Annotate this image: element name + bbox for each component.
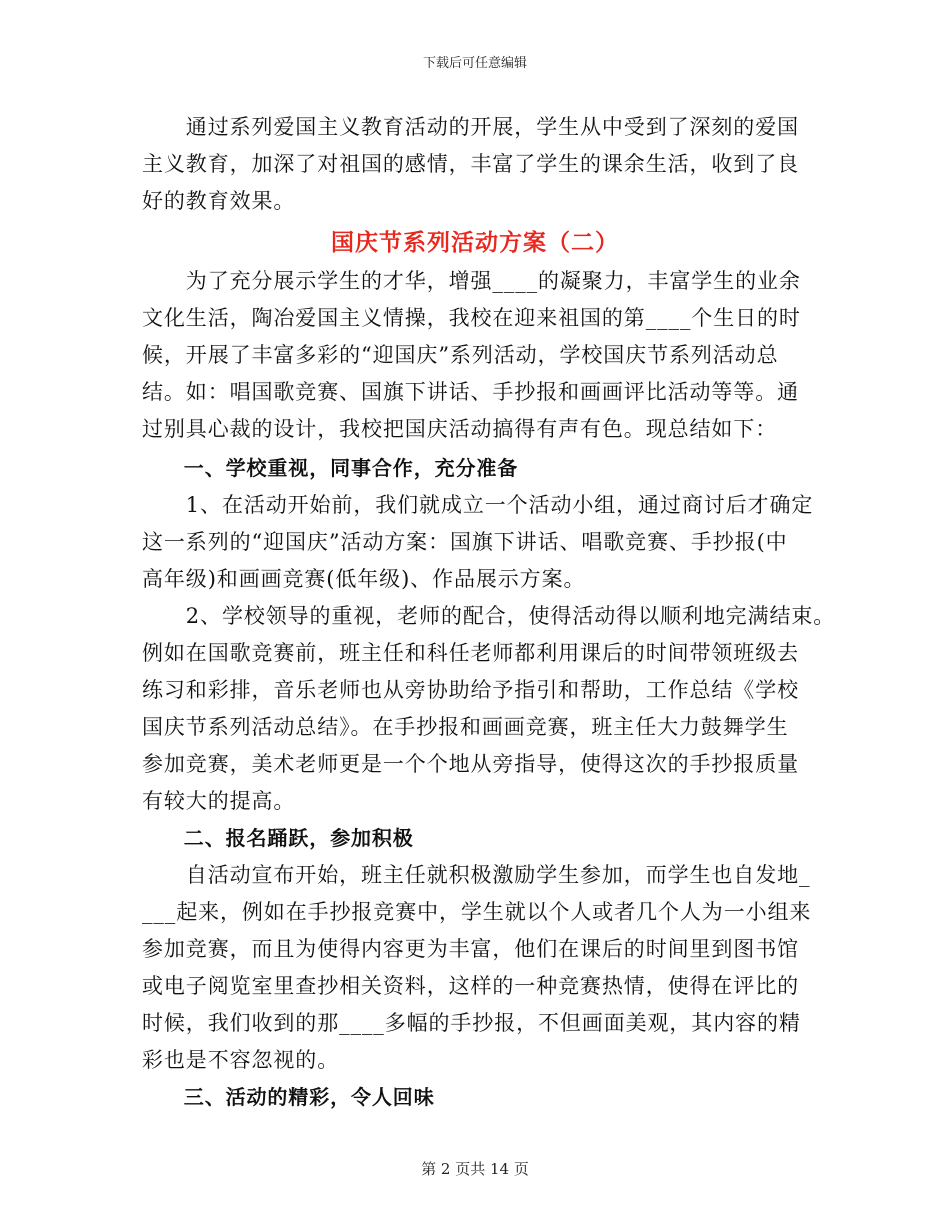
- body-line: 或电子阅览室里查抄相关资料，这样的一种竞赛热情，使得在评比的: [142, 974, 799, 998]
- body-line: 彩也是不容忽视的。: [142, 1048, 340, 1072]
- body-line: 这一系列的“迎国庆”活动方案：国旗下讲话、唱歌竞赛、手抄报(中: [142, 530, 788, 554]
- page-header-note: 下载后可任意编辑: [422, 56, 527, 71]
- body-line: 自活动宣布开始，班主任就积极激励学生参加，而学生也自发地_: [142, 863, 811, 887]
- section-title: 国庆节系列活动方案（二）: [331, 230, 619, 256]
- body-line: 参加竞赛，而且为使得内容更为丰富，他们在课后的时间里到图书馆: [142, 937, 799, 961]
- body-line: 结。如：唱国歌竞赛、国旗下讲话、手抄报和画画评比活动等等。通: [142, 380, 799, 404]
- body-line: 1、在活动开始前，我们就成立一个活动小组，通过商讨后才确定: [142, 493, 814, 517]
- body-line: 有较大的提高。: [142, 789, 296, 813]
- heading-1: 一、学校重视，同事合作，充分准备: [142, 456, 519, 480]
- body-line: 主义教育，加深了对祖国的感情，丰富了学生的课余生活，收到了良: [142, 152, 799, 176]
- body-line: 文化生活，陶冶爱国主义情操，我校在迎来祖国的第____个生日的时: [142, 306, 801, 330]
- body-line: 2、学校领导的重视，老师的配合，使得活动得以顺利地完满结束。: [142, 604, 836, 628]
- body-line: 国庆节系列活动总结》。在手抄报和画画竞赛，班主任大力鼓舞学生: [142, 715, 789, 739]
- body-line: 好的教育效果。: [142, 189, 296, 213]
- heading-3: 三、活动的精彩，令人回味: [142, 1085, 435, 1109]
- body-line: 候，开展了丰富多彩的“迎国庆”系列活动，学校国庆节系列活动总: [142, 343, 779, 367]
- body-line: ___起来，例如在手抄报竞赛中，学生就以个人或者几个人为一小组来: [142, 900, 812, 924]
- body-line: 例如在国歌竞赛前，班主任和科任老师都利用课后的时间带领班级去: [142, 641, 799, 665]
- body-line: 时候，我们收到的那____多幅的手抄报，不但画面美观，其内容的精: [142, 1011, 801, 1035]
- page-footer-number: 第 2 页共 14 页: [421, 1160, 529, 1178]
- body-line: 过别具心裁的设计，我校把国庆活动搞得有声有色。现总结如下：: [142, 417, 778, 441]
- body-line: 练习和彩排，音乐老师也从旁协助给予指引和帮助，工作总结《学校: [142, 678, 799, 702]
- body-line: 高年级)和画画竞赛(低年级)、作品展示方案。: [142, 567, 586, 591]
- heading-2: 二、报名踊跃，参加积极: [142, 826, 414, 850]
- body-line: 参加竞赛，美术老师更是一个个地从旁指导，使得这次的手抄报质量: [142, 752, 799, 776]
- body-line: 通过系列爱国主义教育活动的开展，学生从中受到了深刻的爱国: [142, 115, 799, 139]
- body-line: 为了充分展示学生的才华，增强____的凝聚力，丰富学生的业余: [142, 269, 801, 293]
